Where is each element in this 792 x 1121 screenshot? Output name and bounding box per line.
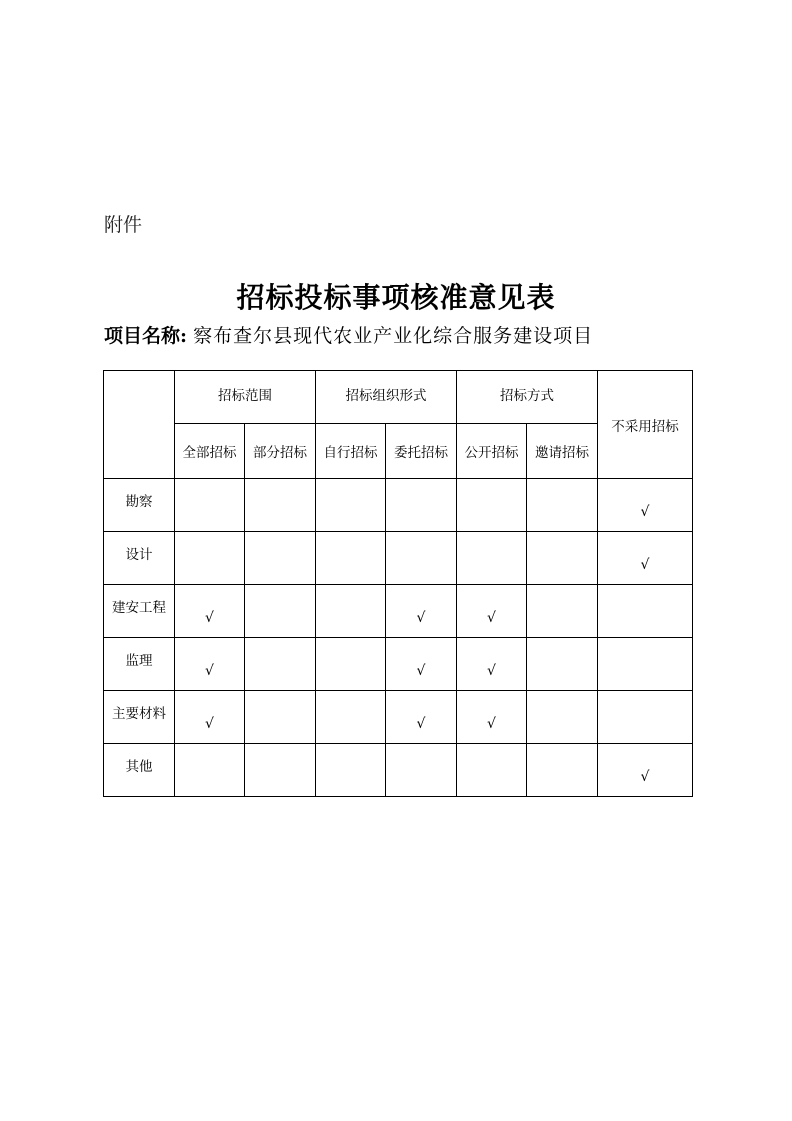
sub-header: 公开招标 <box>457 424 527 479</box>
row-label: 建安工程 <box>104 585 175 638</box>
sub-header: 邀请招标 <box>527 424 598 479</box>
table-row <box>104 479 693 532</box>
table-cell <box>316 638 386 691</box>
table-cell <box>598 479 693 532</box>
table-cell <box>527 638 598 691</box>
table-cell <box>457 585 527 638</box>
table-cell <box>527 744 598 797</box>
table-cell <box>316 744 386 797</box>
check-mark: √ <box>640 769 650 785</box>
group-header-bid-scope: 招标范围 <box>175 371 316 424</box>
table-cell <box>175 532 245 585</box>
table-cell <box>527 532 598 585</box>
check-mark: √ <box>416 663 426 679</box>
table-cell <box>245 532 316 585</box>
table-cell <box>457 744 527 797</box>
check-mark: √ <box>205 716 214 732</box>
table-cell <box>316 532 386 585</box>
table-row <box>104 691 693 744</box>
table-cell <box>598 638 693 691</box>
group-header-bid-method: 招标方式 <box>457 371 598 424</box>
table-cell <box>386 638 457 691</box>
row-label: 其他 <box>104 744 175 797</box>
table-cell <box>386 691 457 744</box>
table-cell <box>245 479 316 532</box>
table-row <box>104 638 693 691</box>
attachment-label: 附件 <box>104 214 143 236</box>
table-cell <box>598 585 693 638</box>
project-name-line <box>104 321 593 348</box>
corner-cell <box>104 371 175 479</box>
table-cell <box>386 585 457 638</box>
table-cell <box>245 691 316 744</box>
table-cell <box>386 532 457 585</box>
table-cell <box>316 585 386 638</box>
table-cell <box>316 479 386 532</box>
sub-header: 全部招标 <box>175 424 245 479</box>
check-mark: √ <box>416 716 426 732</box>
table-cell <box>457 638 527 691</box>
project-name-label: 项目名称: <box>104 325 188 347</box>
check-mark: √ <box>640 557 650 573</box>
table-cell <box>245 744 316 797</box>
row-label: 主要材料 <box>104 691 175 744</box>
check-mark: √ <box>640 504 650 520</box>
row-label: 勘察 <box>104 479 175 532</box>
header-no-bidding: 不采用招标 <box>598 371 693 479</box>
table-cell <box>598 532 693 585</box>
check-mark: √ <box>487 663 496 679</box>
check-mark: √ <box>205 610 214 626</box>
table-cell <box>527 691 598 744</box>
table-cell <box>245 638 316 691</box>
table-cell <box>386 479 457 532</box>
table-cell <box>457 691 527 744</box>
table-cell <box>457 479 527 532</box>
project-name-value: 察布查尔县现代农业产业化综合服务建设项目 <box>193 325 594 347</box>
table-cell <box>175 691 245 744</box>
table-cell <box>316 691 386 744</box>
check-mark: √ <box>487 716 496 732</box>
table-cell <box>457 532 527 585</box>
table-cell <box>175 638 245 691</box>
table-cell <box>527 585 598 638</box>
table-row <box>104 585 693 638</box>
table-row <box>104 532 693 585</box>
table-cell <box>175 585 245 638</box>
sub-header: 委托招标 <box>386 424 457 479</box>
row-label: 设计 <box>104 532 175 585</box>
sub-header: 部分招标 <box>245 424 316 479</box>
table-cell <box>527 479 598 532</box>
check-mark: √ <box>487 610 496 626</box>
table-cell <box>386 744 457 797</box>
table-row <box>104 744 693 797</box>
row-label: 监理 <box>104 638 175 691</box>
check-mark: √ <box>205 663 214 679</box>
table-cell <box>598 691 693 744</box>
table-cell <box>245 585 316 638</box>
document-title: 招标投标事项核准意见表 <box>236 281 556 314</box>
table-cell <box>175 479 245 532</box>
header-row-groups <box>104 371 693 424</box>
check-mark: √ <box>416 610 426 626</box>
group-header-bid-organization: 招标组织形式 <box>316 371 457 424</box>
table-cell <box>175 744 245 797</box>
table-cell <box>598 744 693 797</box>
approval-opinion-table <box>103 370 693 797</box>
sub-header: 自行招标 <box>316 424 386 479</box>
